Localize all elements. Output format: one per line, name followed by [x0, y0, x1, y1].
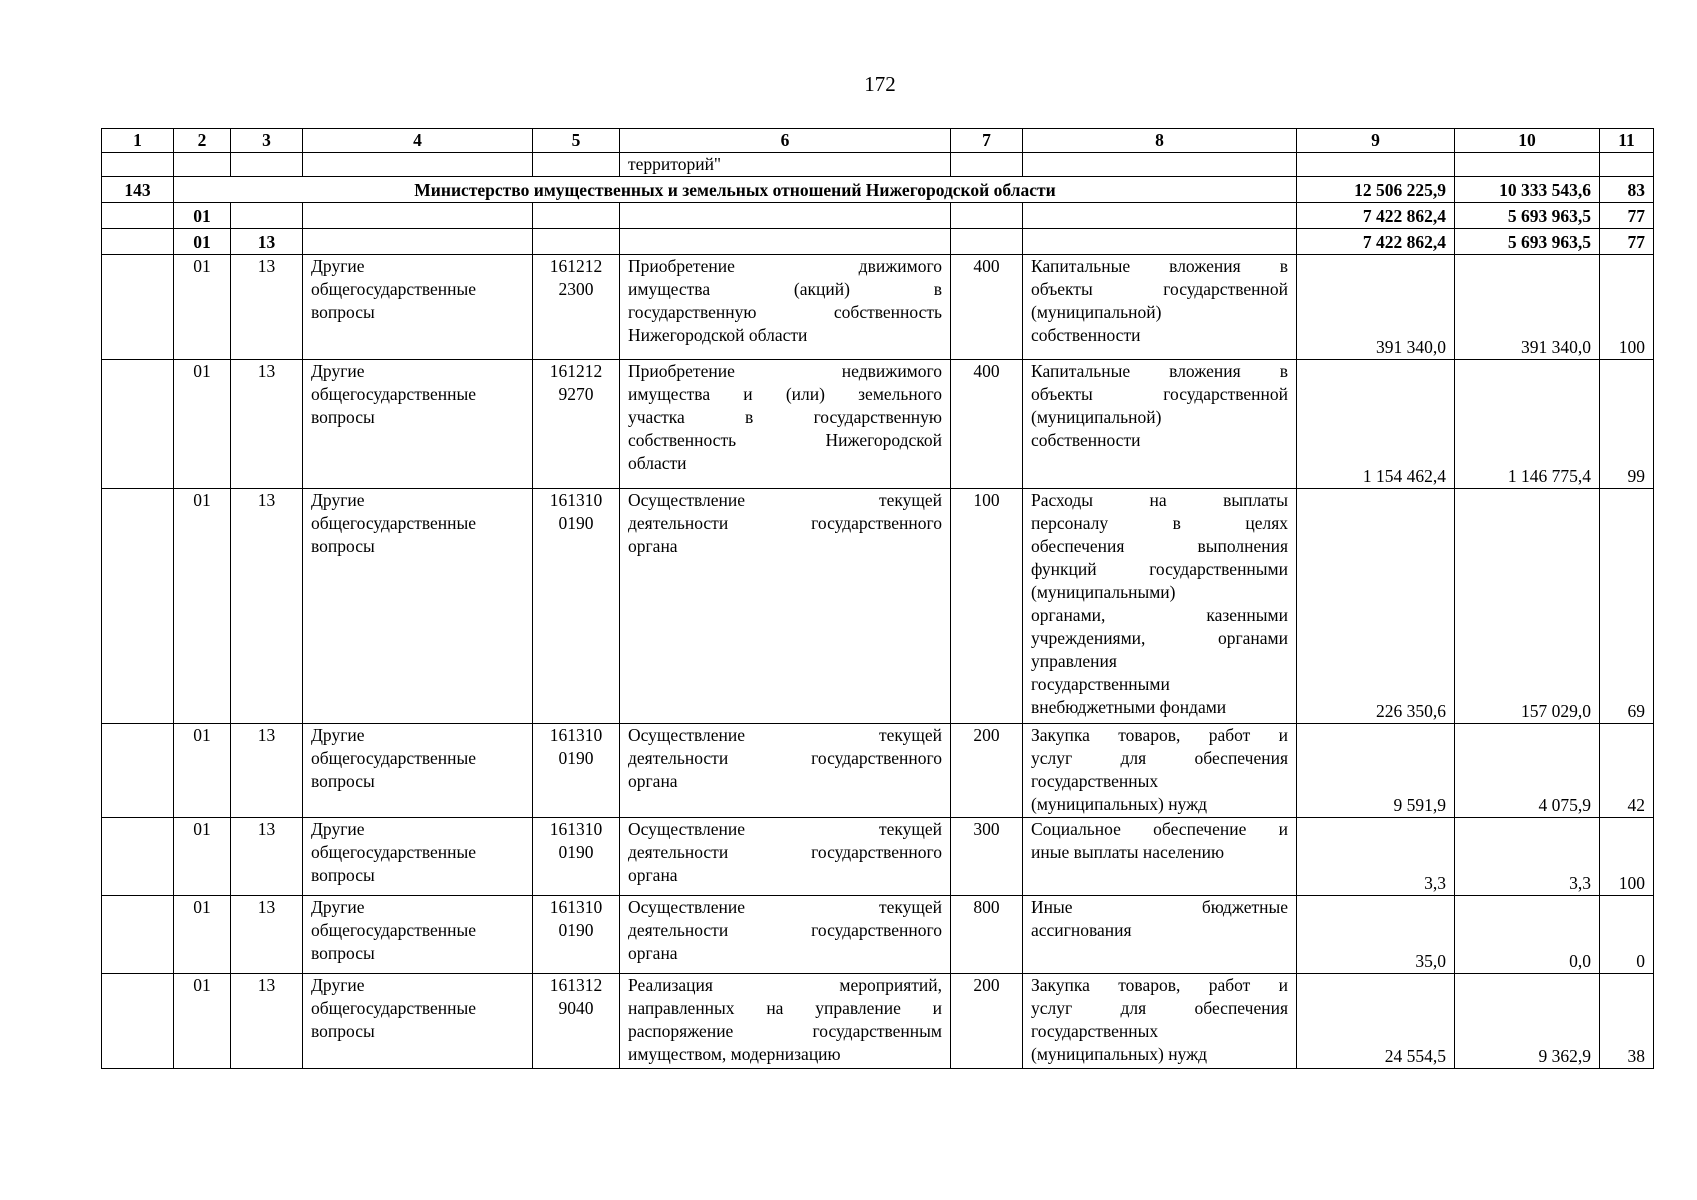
row-section-code: 01 [174, 360, 231, 489]
table-row [102, 489, 1654, 724]
row-target-name [620, 255, 951, 360]
row-expense-name [1023, 896, 1297, 974]
row-expense-name [1023, 360, 1297, 489]
row-expense-code: 400 [951, 360, 1023, 489]
row-expense-code: 400 [951, 255, 1023, 360]
cell-line: общегосударственные [311, 998, 477, 1018]
row-target-code [533, 974, 620, 1069]
cell-line: органа [628, 771, 678, 791]
cell-line: внебюджетными фондами [1031, 697, 1227, 717]
cell-line: общегосударственные [311, 513, 477, 533]
row-col11: 99 [1600, 360, 1654, 489]
table-row [102, 974, 1654, 1069]
cell-line: 2300 [558, 279, 594, 299]
cell-line: деятельности государственного [628, 920, 942, 940]
row-section-code: 01 [174, 818, 231, 896]
row-section-name [303, 724, 533, 818]
row-col9: 1 154 462,4 [1297, 360, 1455, 489]
cell-line: вопросы [311, 302, 375, 322]
row-empty-cell [102, 489, 174, 724]
cell-line: объекты государственной [1031, 279, 1288, 299]
cell-line: Приобретение недвижимого [628, 361, 942, 381]
cell-line: органа [628, 865, 678, 885]
row-subsection-code: 13 [231, 974, 303, 1069]
cell-line: 0190 [558, 920, 594, 940]
row-col10: 3,3 [1455, 818, 1600, 896]
cell-line: Нижегородской области [628, 325, 808, 345]
section-code: 01 [174, 203, 231, 229]
column-header: 8 [1023, 129, 1297, 153]
column-header: 2 [174, 129, 231, 153]
row-col10: 157 029,0 [1455, 489, 1600, 724]
cell-line: органами, казенными [1031, 605, 1288, 625]
subsection-subcode: 13 [231, 229, 303, 255]
cell-line: Осуществление текущей [628, 897, 942, 917]
cell-line: органа [628, 536, 678, 556]
row-expense-code: 300 [951, 818, 1023, 896]
cell-line: 0190 [558, 513, 594, 533]
cell-line: 161310 [549, 490, 603, 510]
row-col11: 38 [1600, 974, 1654, 1069]
row-section-name [303, 255, 533, 360]
cell-line: (муниципальной) [1031, 302, 1162, 322]
cell-line: деятельности государственного [628, 748, 942, 768]
row-col9: 3,3 [1297, 818, 1455, 896]
cell-line: Расходы на выплаты [1031, 490, 1288, 510]
row-expense-name [1023, 974, 1297, 1069]
table-row [102, 360, 1654, 489]
row-target-name [620, 724, 951, 818]
row-empty-cell [102, 724, 174, 818]
cell-line: персоналу в целях [1031, 513, 1288, 533]
cell-line: Другие [311, 819, 365, 839]
row-expense-name [1023, 818, 1297, 896]
row-col10: 4 075,9 [1455, 724, 1600, 818]
row-subsection-code: 13 [231, 360, 303, 489]
cell-line: собственности [1031, 325, 1141, 345]
row-expense-code: 100 [951, 489, 1023, 724]
row-expense-name [1023, 489, 1297, 724]
cell-line: Другие [311, 975, 365, 995]
row-col11: 100 [1600, 255, 1654, 360]
cell-line: 0190 [558, 748, 594, 768]
cell-line: Закупка товаров, работ и [1031, 725, 1288, 745]
cell-line: 9270 [558, 384, 594, 404]
page-number: 172 [864, 72, 896, 96]
row-subsection-code: 13 [231, 489, 303, 724]
cell-line: (муниципальных) нужд [1031, 1044, 1208, 1064]
column-header: 3 [231, 129, 303, 153]
row-target-name [620, 818, 951, 896]
row-expense-code: 200 [951, 974, 1023, 1069]
row-empty-cell [102, 818, 174, 896]
row-target-code [533, 724, 620, 818]
subsection-col11: 77 [1600, 229, 1654, 255]
row-subsection-code: 13 [231, 818, 303, 896]
cell-line: распоряжение государственным [628, 1021, 942, 1041]
cell-line: (муниципальной) [1031, 407, 1162, 427]
cell-line: органа [628, 943, 678, 963]
ministry-row [102, 177, 1654, 203]
cell-line: деятельности государственного [628, 842, 942, 862]
cell-line: объекты государственной [1031, 384, 1288, 404]
row-target-code [533, 818, 620, 896]
cell-line: управления [1031, 651, 1117, 671]
ministry-title: Министерство имущественных и земельных отношений Нижегородской области [174, 177, 1297, 203]
row-section-name [303, 360, 533, 489]
cell-line: Капитальные вложения в [1031, 361, 1288, 381]
cell-line: общегосударственные [311, 842, 477, 862]
cell-line: Другие [311, 361, 365, 381]
cell-line: Осуществление текущей [628, 725, 942, 745]
row-target-name [620, 974, 951, 1069]
cell-line: собственности [1031, 430, 1141, 450]
row-target-code [533, 360, 620, 489]
cell-line: 161212 [549, 256, 603, 276]
row-col10: 9 362,9 [1455, 974, 1600, 1069]
column-header: 4 [303, 129, 533, 153]
row-subsection-code: 13 [231, 255, 303, 360]
cell-line: участка в государственную [628, 407, 942, 427]
cell-line: общегосударственные [311, 920, 477, 940]
row-section-code: 01 [174, 896, 231, 974]
ministry-code: 143 [102, 177, 174, 203]
cell-line: 161310 [549, 725, 603, 745]
cell-line: вопросы [311, 407, 375, 427]
cell-line: Иные бюджетные [1031, 897, 1288, 917]
cell-line: функций государственными [1031, 559, 1288, 579]
cell-line: вопросы [311, 865, 375, 885]
cell-line: (муниципальных) нужд [1031, 794, 1208, 814]
row-target-name [620, 489, 951, 724]
cell-line: общегосударственные [311, 748, 477, 768]
row-col9: 9 591,9 [1297, 724, 1455, 818]
cell-line: имущества и (или) земельного [628, 384, 942, 404]
row-expense-code: 800 [951, 896, 1023, 974]
ministry-col9: 12 506 225,9 [1297, 177, 1455, 203]
row-section-name [303, 818, 533, 896]
row-subsection-code: 13 [231, 724, 303, 818]
row-col9: 35,0 [1297, 896, 1455, 974]
cell-line: учреждениями, органами [1031, 628, 1288, 648]
subsection-col10: 5 693 963,5 [1455, 229, 1600, 255]
row-section-code: 01 [174, 489, 231, 724]
cell-line: ассигнования [1031, 920, 1132, 940]
column-header: 11 [1600, 129, 1654, 153]
column-number-row [102, 129, 1654, 153]
cell-line: 161310 [549, 897, 603, 917]
section-col9: 7 422 862,4 [1297, 203, 1455, 229]
ministry-col10: 10 333 543,6 [1455, 177, 1600, 203]
row-target-code [533, 489, 620, 724]
row-target-code [533, 896, 620, 974]
row-col10: 391 340,0 [1455, 255, 1600, 360]
cell-line: общегосударственные [311, 279, 477, 299]
cell-line: вопросы [311, 536, 375, 556]
row-col11: 42 [1600, 724, 1654, 818]
row-col9: 391 340,0 [1297, 255, 1455, 360]
cell-line: Закупка товаров, работ и [1031, 975, 1288, 995]
cell-line: государственными [1031, 674, 1170, 694]
cell-line: имуществом, модернизацию [628, 1044, 841, 1064]
column-header: 9 [1297, 129, 1455, 153]
cell-line: 0190 [558, 842, 594, 862]
cell-line: общегосударственные [311, 384, 477, 404]
row-target-name [620, 896, 951, 974]
row-section-code: 01 [174, 974, 231, 1069]
row-section-name [303, 974, 533, 1069]
subsection-col9: 7 422 862,4 [1297, 229, 1455, 255]
cell-line: 161310 [549, 819, 603, 839]
cell-line: обеспечения выполнения [1031, 536, 1288, 556]
cell-line: имущества (акций) в [628, 279, 942, 299]
cell-line: вопросы [311, 1021, 375, 1041]
cell-line: Реализация мероприятий, [628, 975, 942, 995]
row-subsection-code: 13 [231, 896, 303, 974]
cell-line: Капитальные вложения в [1031, 256, 1288, 276]
section-col11: 77 [1600, 203, 1654, 229]
continuation-text: территорий" [620, 153, 951, 177]
cell-line: государственных [1031, 771, 1159, 791]
cell-line: Другие [311, 897, 365, 917]
column-header: 10 [1455, 129, 1600, 153]
row-empty-cell [102, 255, 174, 360]
cell-line: Осуществление текущей [628, 819, 942, 839]
cell-line: Осуществление текущей [628, 490, 942, 510]
row-col11: 69 [1600, 489, 1654, 724]
table-row [102, 255, 1654, 360]
cell-line: направленных на управление и [628, 998, 942, 1018]
cell-line: Другие [311, 490, 365, 510]
row-col10: 1 146 775,4 [1455, 360, 1600, 489]
row-col10: 0,0 [1455, 896, 1600, 974]
row-target-name [620, 360, 951, 489]
column-header: 1 [102, 129, 174, 153]
continuation-row [102, 153, 1654, 177]
cell-line: государственную собственность [628, 302, 942, 322]
row-target-code [533, 255, 620, 360]
section-row [102, 203, 1654, 229]
budget-table [101, 128, 1654, 1069]
cell-line: 9040 [558, 998, 594, 1018]
row-section-name [303, 489, 533, 724]
row-empty-cell [102, 896, 174, 974]
cell-line: Другие [311, 256, 365, 276]
row-expense-name [1023, 724, 1297, 818]
cell-line: (муниципальными) [1031, 582, 1176, 602]
row-empty-cell [102, 360, 174, 489]
table-row [102, 818, 1654, 896]
cell-line: Другие [311, 725, 365, 745]
cell-line: деятельности государственного [628, 513, 942, 533]
column-header: 7 [951, 129, 1023, 153]
cell-line: 161212 [549, 361, 603, 381]
cell-line: Приобретение движимого [628, 256, 942, 276]
row-col9: 226 350,6 [1297, 489, 1455, 724]
cell-line: вопросы [311, 771, 375, 791]
cell-line: государственных [1031, 1021, 1159, 1041]
table-row [102, 896, 1654, 974]
table-row [102, 724, 1654, 818]
row-section-code: 01 [174, 255, 231, 360]
row-empty-cell [102, 974, 174, 1069]
row-col11: 0 [1600, 896, 1654, 974]
cell-line: собственность Нижегородской [628, 430, 942, 450]
row-expense-name [1023, 255, 1297, 360]
subsection-code: 01 [174, 229, 231, 255]
subsection-row [102, 229, 1654, 255]
cell-line: вопросы [311, 943, 375, 963]
row-section-code: 01 [174, 724, 231, 818]
cell-line: области [628, 453, 687, 473]
row-col11: 100 [1600, 818, 1654, 896]
cell-line: 161312 [549, 975, 603, 995]
cell-line: иные выплаты населению [1031, 842, 1225, 862]
cell-line: Социальное обеспечение и [1031, 819, 1288, 839]
row-col9: 24 554,5 [1297, 974, 1455, 1069]
column-header: 5 [533, 129, 620, 153]
row-expense-code: 200 [951, 724, 1023, 818]
cell-line: услуг для обеспечения [1031, 748, 1288, 768]
ministry-col11: 83 [1600, 177, 1654, 203]
cell-line: услуг для обеспечения [1031, 998, 1288, 1018]
column-header: 6 [620, 129, 951, 153]
section-col10: 5 693 963,5 [1455, 203, 1600, 229]
row-section-name [303, 896, 533, 974]
